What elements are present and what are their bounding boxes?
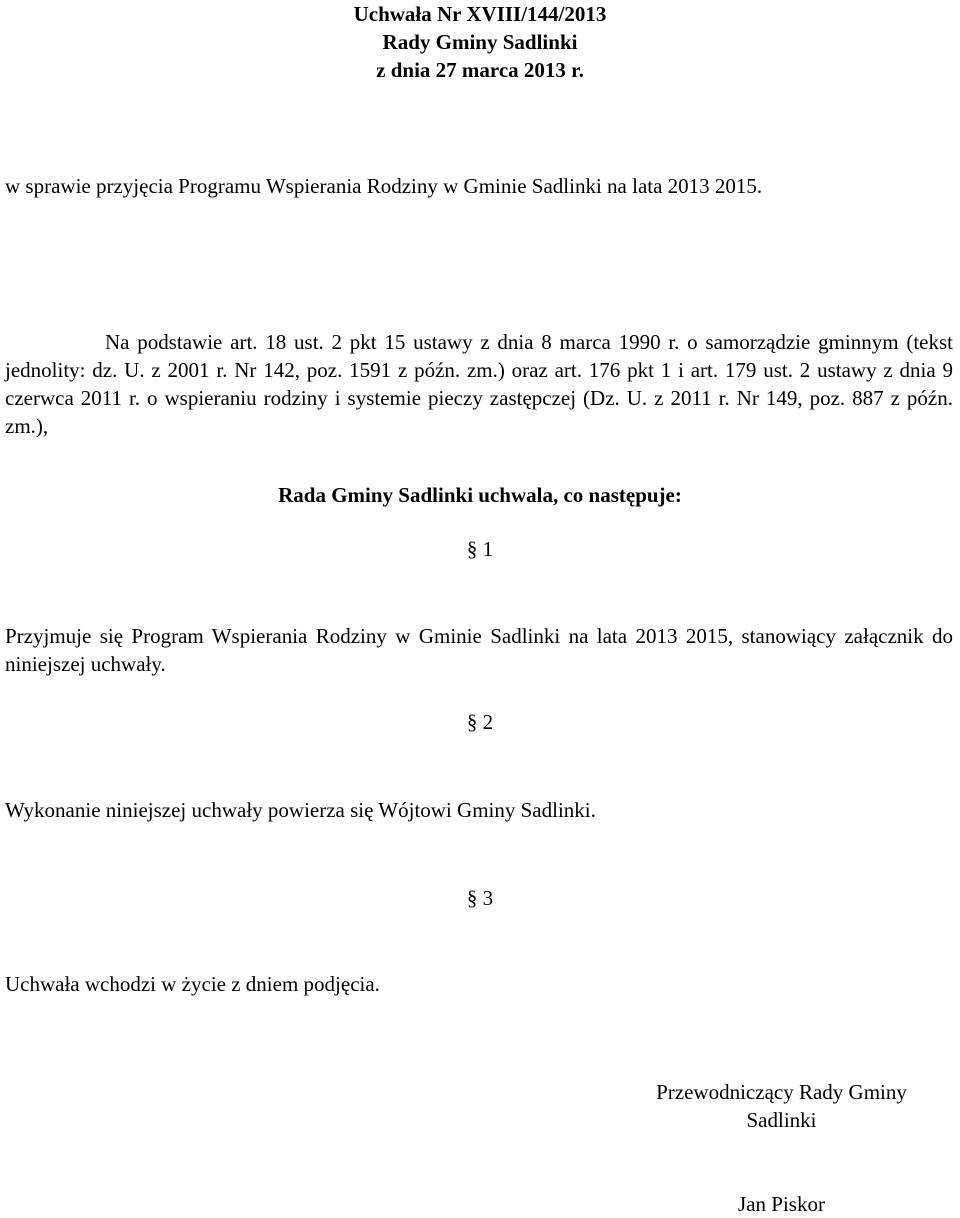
resolution-title: Uchwała Nr XVIII/144/2013 <box>353 2 607 26</box>
section-2-heading: § 2 <box>466 710 494 734</box>
section-3-text: Uchwała wchodzi w życie z dniem podjęcia. <box>5 972 380 996</box>
section-3-heading: § 3 <box>466 886 494 910</box>
section-2-text: Wykonanie niniejszej uchwały powierza się Wójtowi Gminy Sadlinki. <box>5 798 596 822</box>
section-1-heading: § 1 <box>466 537 494 561</box>
resolution-date: z dnia 27 marca 2013 r. <box>376 58 584 82</box>
signature-name: Jan Piskor <box>738 1192 825 1216</box>
section-1-text: Przyjmuje się Program Wspierania Rodziny w Gminie Sadlinki na lata 2013 2015, stanowiący załącznik do niniejszej uchwały. <box>5 624 953 676</box>
resolution-subject: w sprawie przyjęcia Programu Wspierania Rodziny w Gminie Sadlinki na lata 2013 2015. <box>5 174 763 198</box>
legal-basis: Na podstawie art. 18 ust. 2 pkt 15 ustawy z dnia 8 marca 1990 r. o samorządzie gminnym (tekst jednolity: dz. U. z 2001 r. Nr 142, poz. 1591 z późn. zm.) oraz art. 176 pkt 1 i art. 179 ust. 2 ustawy z dnia 9 czerwca 2011 r. o wspieraniu rodziny i systemie pieczy zastępczej (Dz. U. z 2011 r. Nr 149, poz. 887 z późn. zm.), <box>5 330 953 438</box>
council-declaration: Rada Gminy Sadlinki uchwala, co następuje: <box>278 483 682 507</box>
council-name: Rady Gminy Sadlinki <box>382 30 578 54</box>
signature-title: Przewodniczący Rady Gminy Sadlinki <box>656 1080 907 1132</box>
